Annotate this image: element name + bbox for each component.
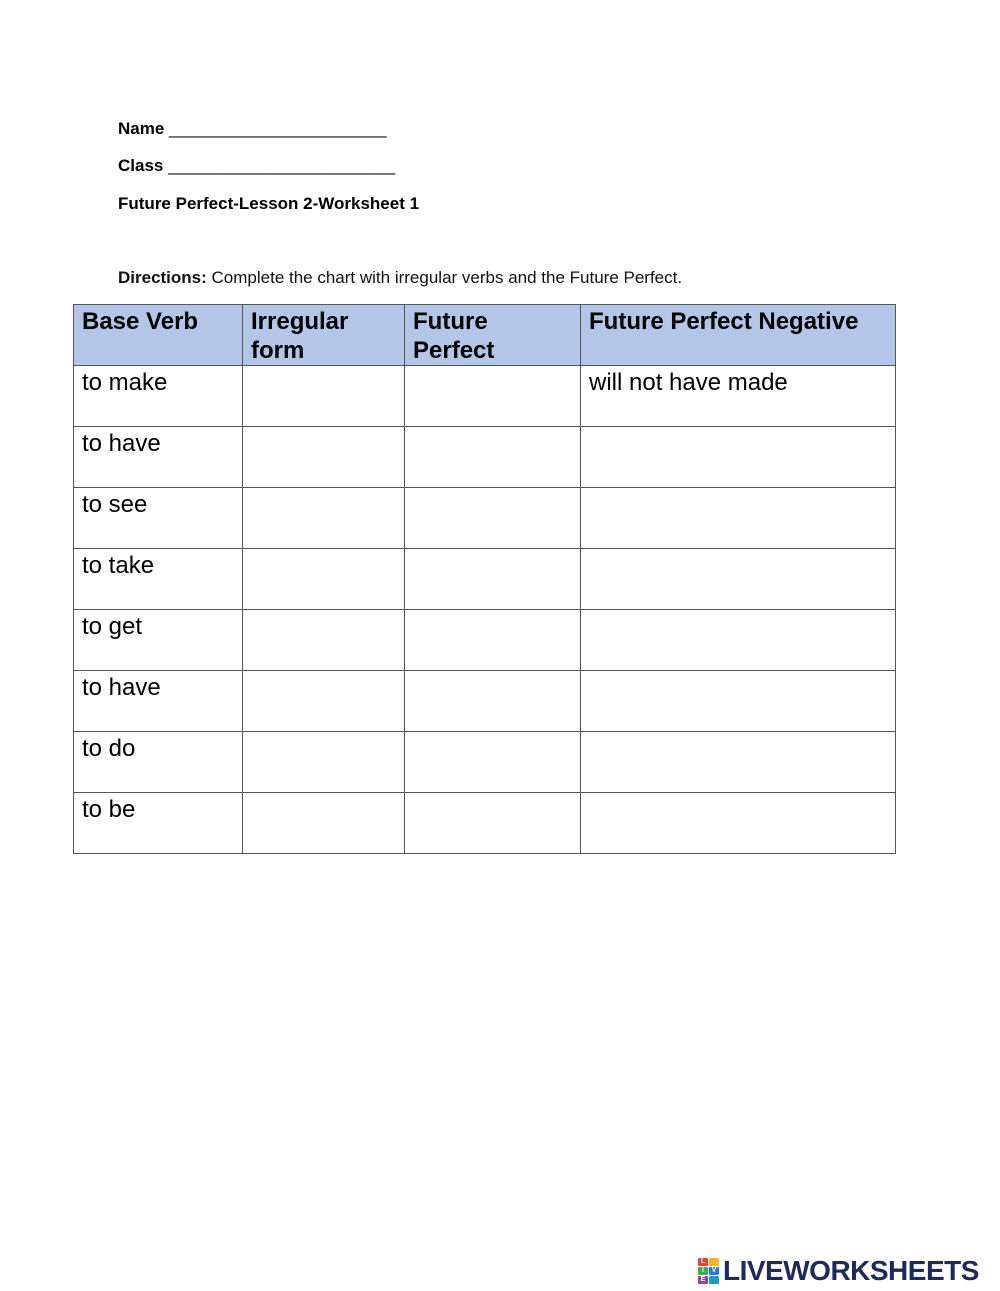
brand-wordmark: LIVEWORKSHEETS	[723, 1255, 979, 1286]
directions-text: Complete the chart with irregular verbs and the Future Perfect.	[206, 268, 683, 287]
future-perfect-cell[interactable]	[405, 427, 581, 488]
base-verb-cell: to have	[74, 427, 243, 488]
future-perfect-negative-cell[interactable]	[581, 732, 896, 793]
future-perfect-negative-cell[interactable]	[581, 793, 896, 854]
future-perfect-cell[interactable]	[405, 793, 581, 854]
irregular-form-cell[interactable]	[243, 488, 405, 549]
base-verb-cell: to be	[74, 793, 243, 854]
irregular-form-cell[interactable]	[243, 610, 405, 671]
table-row	[74, 427, 896, 488]
irregular-form-cell[interactable]	[243, 549, 405, 610]
verb-chart	[73, 304, 896, 854]
base-verb-cell: to make	[74, 366, 243, 427]
directions	[118, 268, 682, 288]
irregular-form-cell[interactable]	[243, 427, 405, 488]
future-perfect-negative-cell[interactable]	[581, 488, 896, 549]
directions-label: Directions:	[118, 268, 207, 287]
logo-tile: I	[698, 1267, 708, 1275]
table-row	[74, 366, 896, 427]
table-row	[74, 610, 896, 671]
header-base-verb: Base Verb	[74, 305, 243, 366]
header-future-perfect-negative: Future Perfect Negative	[581, 305, 896, 366]
logo-tile: V	[709, 1267, 719, 1275]
header-future-perfect: Future Perfect	[405, 305, 581, 366]
future-perfect-cell[interactable]	[405, 549, 581, 610]
chart-header-row	[74, 305, 896, 366]
class-blank[interactable]: ________________________	[168, 156, 396, 175]
liveworksheets-logo-icon	[698, 1258, 719, 1284]
worksheet-title: Future Perfect-Lesson 2-Worksheet 1	[118, 194, 420, 213]
future-perfect-cell[interactable]	[405, 732, 581, 793]
class-field[interactable]	[118, 156, 395, 176]
irregular-form-cell[interactable]	[243, 671, 405, 732]
logo-tile	[709, 1276, 719, 1284]
base-verb-cell: to have	[74, 671, 243, 732]
table-row	[74, 488, 896, 549]
irregular-form-cell[interactable]	[243, 366, 405, 427]
liveworksheets-brand	[698, 1257, 979, 1285]
name-field[interactable]	[118, 119, 387, 139]
table-row	[74, 549, 896, 610]
future-perfect-negative-cell[interactable]	[581, 549, 896, 610]
future-perfect-negative-cell[interactable]	[581, 427, 896, 488]
irregular-form-cell[interactable]	[243, 732, 405, 793]
future-perfect-cell[interactable]	[405, 488, 581, 549]
logo-tile: L	[698, 1258, 708, 1266]
logo-tile	[709, 1258, 719, 1266]
future-perfect-cell[interactable]	[405, 610, 581, 671]
base-verb-cell: to get	[74, 610, 243, 671]
irregular-form-cell[interactable]	[243, 793, 405, 854]
future-perfect-negative-cell[interactable]	[581, 610, 896, 671]
table-row	[74, 671, 896, 732]
header-irregular-form: Irregular form	[243, 305, 405, 366]
table-row	[74, 732, 896, 793]
base-verb-cell: to see	[74, 488, 243, 549]
future-perfect-cell[interactable]	[405, 366, 581, 427]
future-perfect-negative-cell[interactable]	[581, 671, 896, 732]
logo-tile: E	[698, 1276, 708, 1284]
base-verb-cell: to do	[74, 732, 243, 793]
base-verb-cell: to take	[74, 549, 243, 610]
class-label: Class	[118, 156, 164, 175]
name-label: Name	[118, 119, 165, 138]
future-perfect-negative-cell: will not have made	[581, 366, 896, 427]
future-perfect-cell[interactable]	[405, 671, 581, 732]
name-blank[interactable]: _______________________	[169, 119, 387, 138]
table-row	[74, 793, 896, 854]
